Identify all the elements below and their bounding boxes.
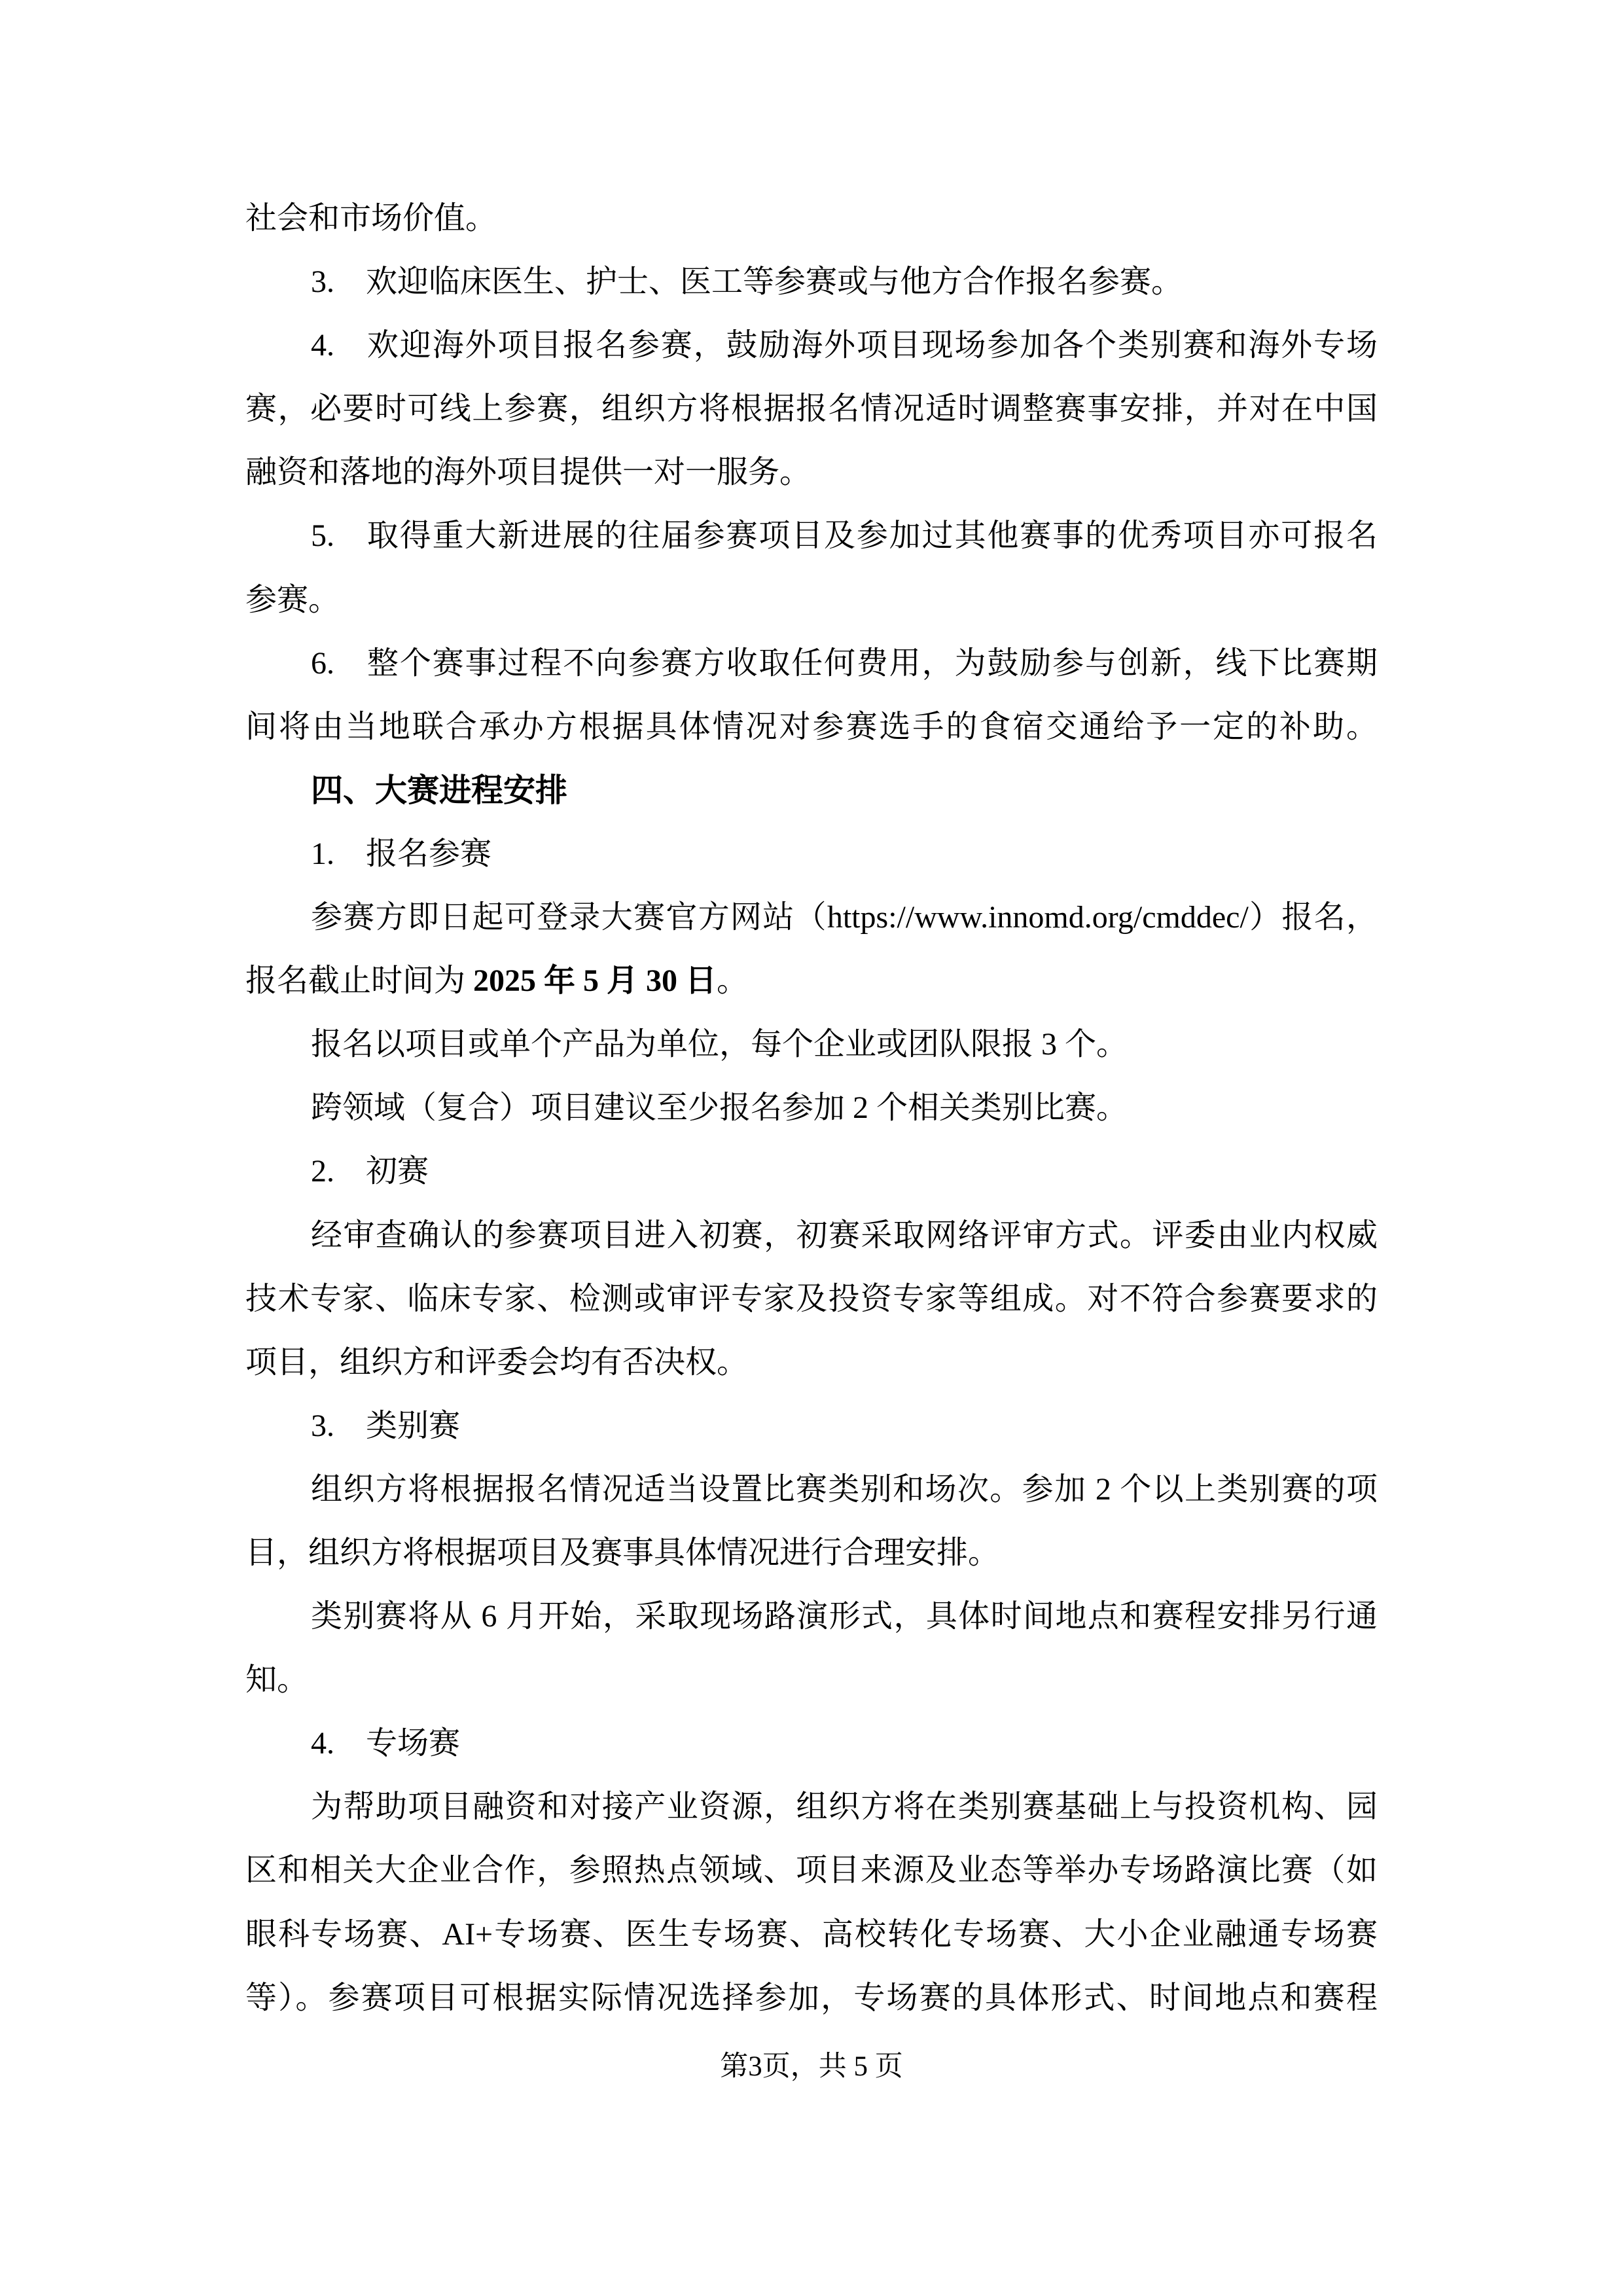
text-line bbox=[245, 377, 1378, 440]
text-line bbox=[245, 1331, 1378, 1394]
text-run: 经审查确认的参赛项目进入初赛，初赛采取网络评审方式。评委由业内权威 bbox=[311, 1217, 1378, 1253]
text-line bbox=[245, 1648, 1378, 1712]
text-line bbox=[245, 1585, 1378, 1648]
text-run: 融资和落地的海外项目提供一对一服务。 bbox=[245, 455, 812, 490]
text-line bbox=[245, 695, 1378, 759]
text-run: 3. 欢迎临床医生、护士、医工等参赛或与他方合作报名参赛。 bbox=[311, 264, 1183, 300]
text-run: 6. 整个赛事过程不向参赛方收取任何费用，为鼓励参与创新，线下比赛期 bbox=[311, 645, 1378, 681]
text-run: 间将由当地联合承办方根据具体情况对参赛选手的食宿交通给予一定的补助。 bbox=[245, 709, 1378, 744]
text-line bbox=[245, 1139, 1378, 1203]
text-line bbox=[245, 1966, 1378, 2030]
text-line bbox=[245, 568, 1378, 632]
page-footer-text: 第3页，共 5 页 bbox=[720, 2051, 903, 2082]
text-run: 四、大赛进程安排 bbox=[311, 771, 568, 809]
text-run: 1. 报名参赛 bbox=[311, 836, 492, 871]
text-line bbox=[245, 949, 1378, 1013]
text-line bbox=[245, 1394, 1378, 1458]
text-run: 报名以项目或单个产品为单位，每个企业或团队限报 3 个。 bbox=[311, 1027, 1128, 1062]
text-run: 区和相关大企业合作，参照热点领域、项目来源及业态等举办专场路演比赛（如 bbox=[245, 1853, 1378, 1888]
text-line bbox=[245, 440, 1378, 504]
text-run: 。 bbox=[717, 963, 749, 999]
text-run: 类别赛将从 6 月开始，采取现场路演形式，具体时间地点和赛程安排另行通 bbox=[311, 1599, 1378, 1634]
text-line bbox=[245, 1458, 1378, 1521]
section-heading bbox=[245, 759, 1378, 822]
text-run: 目，组织方将根据项目及赛事具体情况进行合理安排。 bbox=[245, 1535, 1000, 1570]
text-run: 4. 欢迎海外项目报名参赛，鼓励海外项目现场参加各个类别赛和海外专场 bbox=[311, 328, 1378, 363]
text-run: 跨领域（复合）项目建议至少报名参加 2 个相关类别比赛。 bbox=[311, 1090, 1128, 1126]
text-run: 为帮助项目融资和对接产业资源，组织方将在类别赛基础上与投资机构、园 bbox=[311, 1789, 1378, 1825]
text-run: 等）。参赛项目可根据实际情况选择参加，专场赛的具体形式、时间地点和赛程 bbox=[245, 1980, 1378, 2015]
text-run: 4. 专场赛 bbox=[311, 1726, 461, 1761]
text-line bbox=[245, 1076, 1378, 1139]
text-line bbox=[245, 1712, 1378, 1775]
text-line bbox=[245, 1903, 1378, 1966]
text-run: 组织方将根据报名情况适当设置比赛类别和场次。参加 2 个以上类别赛的项 bbox=[311, 1471, 1378, 1507]
text-run: 赛，必要时可线上参赛，组织方将根据报名情况适时调整赛事安排，并对在中国 bbox=[245, 391, 1378, 427]
text-line bbox=[245, 822, 1378, 886]
text-run: 知。 bbox=[245, 1662, 309, 1698]
text-line bbox=[245, 1204, 1378, 1267]
text-run: 参赛。 bbox=[245, 582, 340, 617]
text-run: 社会和市场价值。 bbox=[245, 201, 497, 236]
text-run: 参赛方即日起可登录大赛官方网站（https://www.innomd.org/cmddec/）报名， bbox=[311, 900, 1378, 935]
text-line bbox=[245, 504, 1378, 567]
text-line bbox=[245, 314, 1378, 377]
document-body bbox=[245, 187, 1378, 2030]
text-line bbox=[245, 886, 1378, 949]
text-line bbox=[245, 1839, 1378, 1902]
text-run: 项目，组织方和评委会均有否决权。 bbox=[245, 1344, 749, 1380]
text-run: 眼科专场赛、AI+专场赛、医生专场赛、高校转化专场赛、大小企业融通专场赛 bbox=[245, 1916, 1378, 1952]
text-run: 3. 类别赛 bbox=[311, 1408, 461, 1443]
text-line bbox=[245, 187, 1378, 250]
text-run: 技术专家、临床专家、检测或审评专家及投资专家等组成。对不符合参赛要求的 bbox=[245, 1281, 1378, 1316]
text-run: 报名截止时间为 bbox=[245, 963, 474, 999]
text-line bbox=[245, 1775, 1378, 1839]
text-line bbox=[245, 1521, 1378, 1585]
text-line bbox=[245, 250, 1378, 314]
text-run: 2. 初赛 bbox=[311, 1154, 429, 1189]
text-line bbox=[245, 632, 1378, 695]
text-run: 5. 取得重大新进展的往届参赛项目及参加过其他赛事的优秀项目亦可报名 bbox=[311, 518, 1378, 554]
text-line bbox=[245, 1013, 1378, 1076]
text-line bbox=[245, 1267, 1378, 1331]
page-footer bbox=[0, 2047, 1623, 2087]
bold-text-run: 2025 年 5 月 30 日 bbox=[473, 963, 717, 999]
